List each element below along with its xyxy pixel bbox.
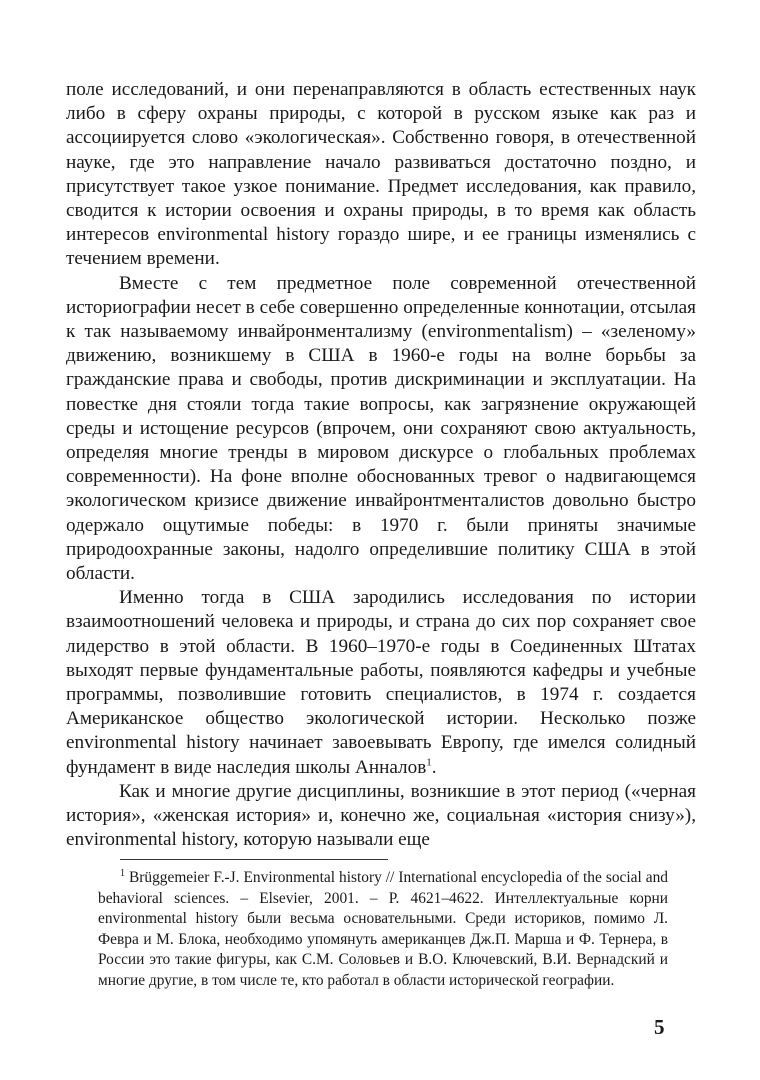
page-body [66, 78, 696, 853]
paragraph-2: Вместе с тем предметное поле современной отечественной историографии несет в себе совершенно определенные коннотации, отсылая к так называемому инвайронментализму (environmentalism) – «зеленому» движению, возникшему в США в 1960-е годы на волне борьбы за гражданские права и свободы, против дискриминации и эксплуатации. На повестке дня стояли тогда такие вопросы, как загрязнение окружающей среды и истощение ресурсов (впрочем, они сохраняют свою актуальность, определяя многие тренды в мировом дискурсе о глобальных проблемах современности). На фоне вполне обоснованных тревог о надвигающемся экологическом кризисе движение инвайронтменталистов довольно быстро одержало ощутимые победы: в 1970 г. были приняты значимые природоохранные законы, надолго определившие политику США в этой области. [66, 272, 696, 585]
footnote-separator [120, 859, 388, 860]
paragraph-1: поле исследований, и они перенаправляются в область естественных наук либо в сферу охраны природы, с которой в русском языке как раз и ассоциируется слово «экологическая». Собственно говоря, в отечественной науке, где это направление начало развиваться достаточно поздно, и присутствует такое узкое понимание. Предмет исследования, как правило, сводится к истории освоения и охраны природы, в то время как область интересов environmental history гораздо шире, и ее границы изменялись с течением времени. [66, 79, 696, 270]
footnote [98, 868, 668, 991]
page-number: 5 [654, 1015, 665, 1039]
footnote-mark: 1 [120, 867, 125, 879]
paragraph-3-text: Именно тогда в США зародились исследования по истории взаимоотношений человека и природы, и страна до сих пор сохраняет свое лидерство в этой области. В 1960–1970-е годы в Соединенных Штатах выходят первые фундаментальные работы, появляются кафедры и учебные программы, позволившие готовить специалистов, в 1974 г. создается Американское общество экологической истории. Несколько позже environmental history начинает завоевывать Европу, где имелся солидный фундамент в виде наследия школы Анналов [66, 587, 696, 778]
paragraph-3 [66, 586, 696, 780]
paragraph-3-end: . [431, 756, 437, 778]
paragraph-4: Как и многие другие дисциплины, возникшие в этот период («черная история», «женская история» и, конечно же, социальная «история снизу»), environmental history, которую называли еще [66, 780, 696, 851]
footnote-text: Brüggemeier F.-J. Environmental history // International encyclopedia of the social and behavioral sciences. – Elsevier, 2001. – P. 4621–4622. Интеллектуальные корни environmental history были весьма основательными. Среди историков, помимо Л. Февра и М. Блока, необходимо упомянуть американцев Дж.П. Марша и Ф. Тернера, в России это такие фигуры, как С.М. Соловьев и В.О. Ключевский, В.И. Вернадский и многие другие, в том числе те, кто работал в области исторической географии. [98, 869, 668, 989]
footnote-reference[interactable]: 1 [426, 756, 432, 769]
